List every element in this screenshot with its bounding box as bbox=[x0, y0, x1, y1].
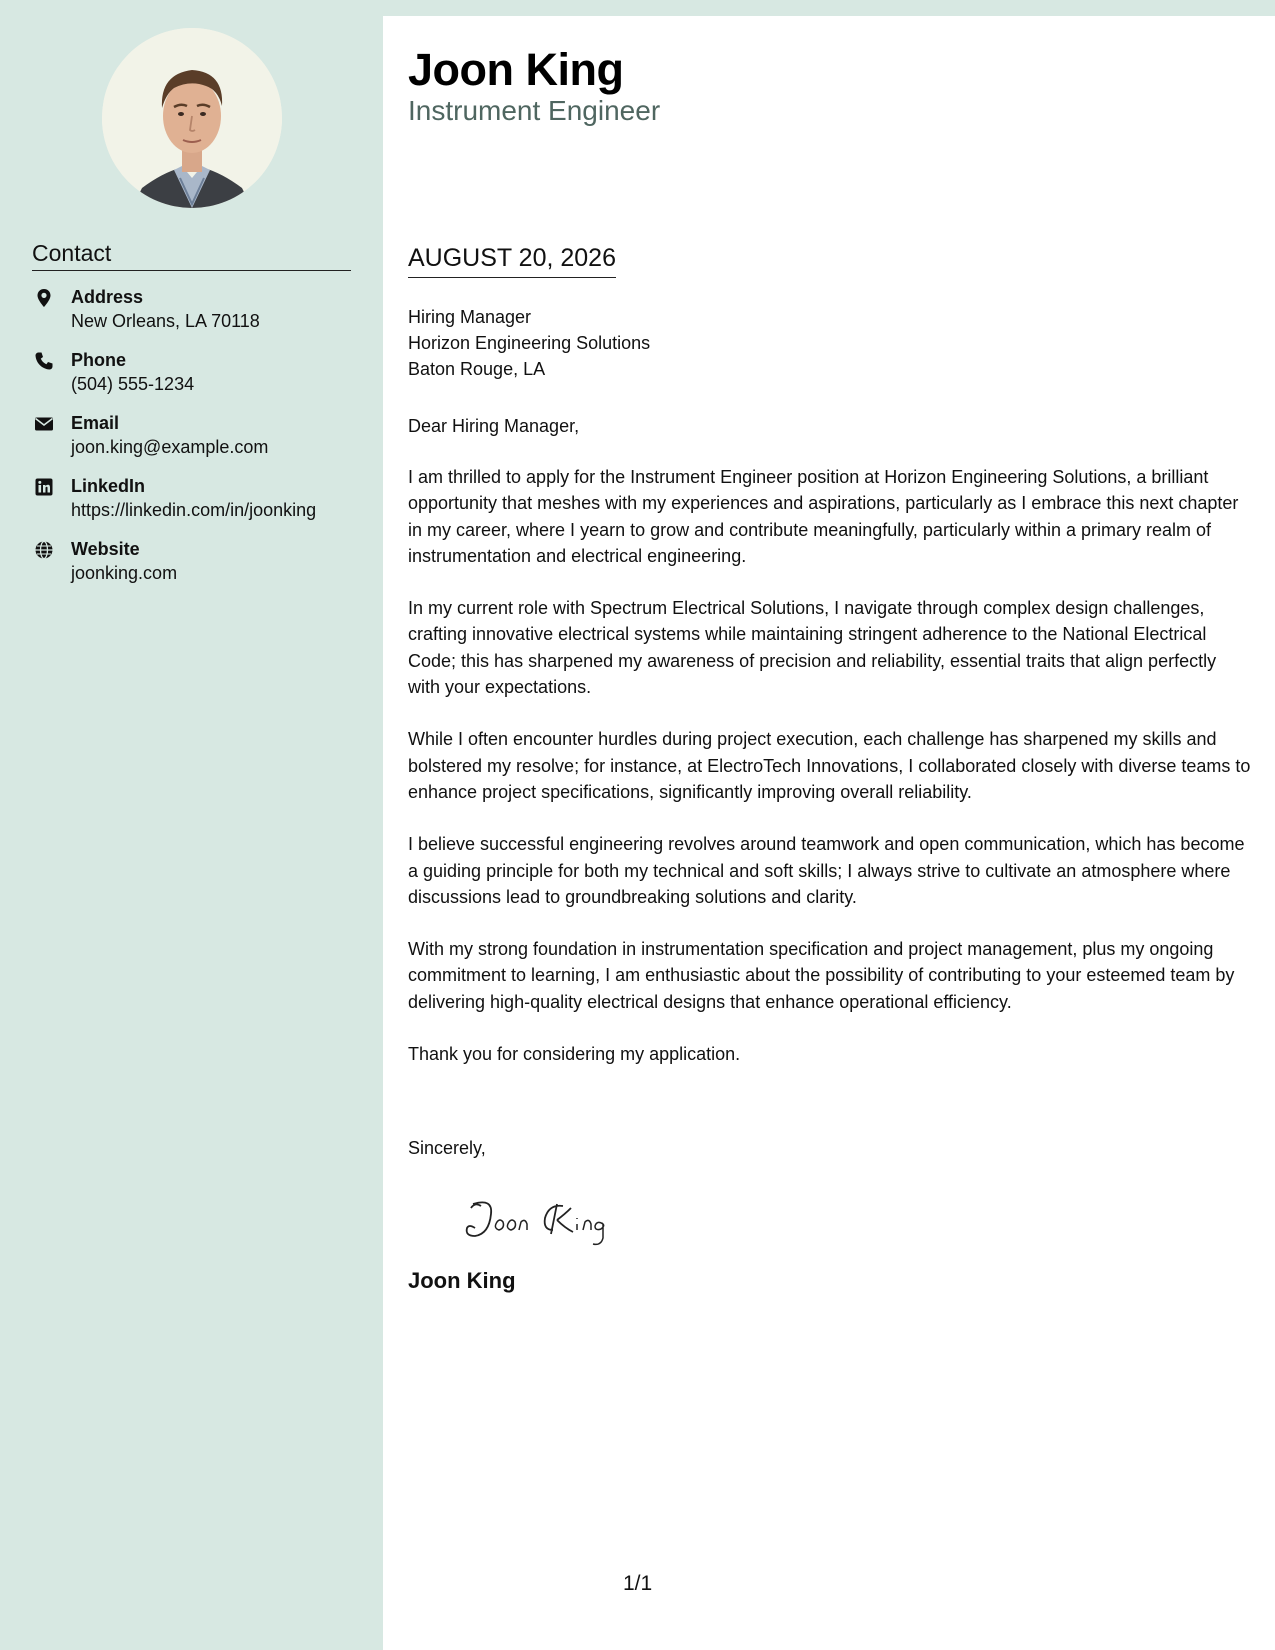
contact-item-linkedin bbox=[32, 474, 362, 537]
phone-icon bbox=[34, 351, 54, 371]
letter-date: AUGUST 20, 2026 bbox=[408, 244, 616, 278]
letter-main bbox=[383, 16, 1275, 1650]
contact-item-website bbox=[32, 537, 362, 600]
body-paragraph: With my strong foundation in instrumentation specification and project management, plus my ongoing commitment to learning, I am enthusiastic about the possibility of contributing to your esteemed team by delivering high-quality electrical designs that enhance operational efficiency. bbox=[408, 939, 1235, 1012]
body-paragraph: Thank you for considering my application. bbox=[408, 1044, 741, 1065]
contact-value: joonking.com bbox=[71, 563, 178, 583]
salutation: Dear Hiring Manager, bbox=[408, 416, 580, 436]
contact-value: (504) 555-1234 bbox=[71, 374, 195, 394]
letter-body bbox=[408, 464, 1253, 1093]
envelope-icon bbox=[34, 414, 54, 434]
contact-label: Address bbox=[71, 287, 144, 307]
body-paragraph: While I often encounter hurdles during project execution, each challenge has sharpened my skills and bolstered my resolve; for instance, at ElectroTech Innovations, I collaborated closely with diverse teams to enhance project specifications, significantly improving overall reliability. bbox=[408, 729, 1251, 802]
contact-heading: Contact bbox=[32, 240, 351, 271]
contact-label: LinkedIn bbox=[71, 476, 146, 496]
recipient-block bbox=[408, 304, 650, 382]
contact-label: Website bbox=[71, 539, 140, 559]
recipient-line: Horizon Engineering Solutions bbox=[408, 333, 651, 353]
contact-value: New Orleans, LA 70118 bbox=[71, 311, 260, 331]
contact-item-address bbox=[32, 285, 362, 348]
map-pin-icon bbox=[34, 288, 54, 308]
contact-item-email bbox=[32, 411, 362, 474]
job-title: Instrument Engineer bbox=[408, 95, 661, 126]
contact-value: joon.king@example.com bbox=[71, 437, 269, 457]
contact-value: https://linkedin.com/in/joonking bbox=[71, 500, 317, 520]
closing: Sincerely, bbox=[408, 1138, 486, 1158]
contact-label: Phone bbox=[71, 350, 127, 370]
recipient-line: Baton Rouge, LA bbox=[408, 359, 546, 379]
recipient-line: Hiring Manager bbox=[408, 307, 532, 327]
body-paragraph: I am thrilled to apply for the Instrument Engineer position at Horizon Engineering Solutions, a brilliant opportunity that meshes with my experiences and aspirations, particularly as I embrace this next chapter in my career, where I yearn to grow and contribute meaningfully, particularly within a primary realm of instrumentation and electrical engineering. bbox=[408, 467, 1239, 566]
globe-icon bbox=[34, 540, 54, 560]
signer-name: Joon King bbox=[408, 1268, 516, 1293]
sidebar bbox=[0, 0, 383, 1650]
profile-photo bbox=[102, 28, 282, 208]
body-paragraph: In my current role with Spectrum Electrical Solutions, I navigate through complex design challenges, crafting innovative electrical systems while maintaining stringent adherence to the National Electrical Code; this has sharpened my awareness of precision and reliability, essential traits that align perfectly with your expectations. bbox=[408, 598, 1217, 698]
contact-label: Email bbox=[71, 413, 120, 433]
contact-item-phone bbox=[32, 348, 362, 411]
applicant-name: Joon King bbox=[408, 44, 624, 95]
linkedin-icon bbox=[34, 477, 54, 497]
handwritten-signature bbox=[453, 1184, 653, 1254]
body-paragraph: I believe successful engineering revolves around teamwork and open communication, which has become a guiding principle for both my technical and soft skills; I always strive to cultivate an atmosphere where discussions lead to groundbreaking solutions and clarity. bbox=[408, 834, 1245, 907]
page-number: 1/1 bbox=[623, 1572, 653, 1595]
contact-list bbox=[32, 285, 362, 600]
